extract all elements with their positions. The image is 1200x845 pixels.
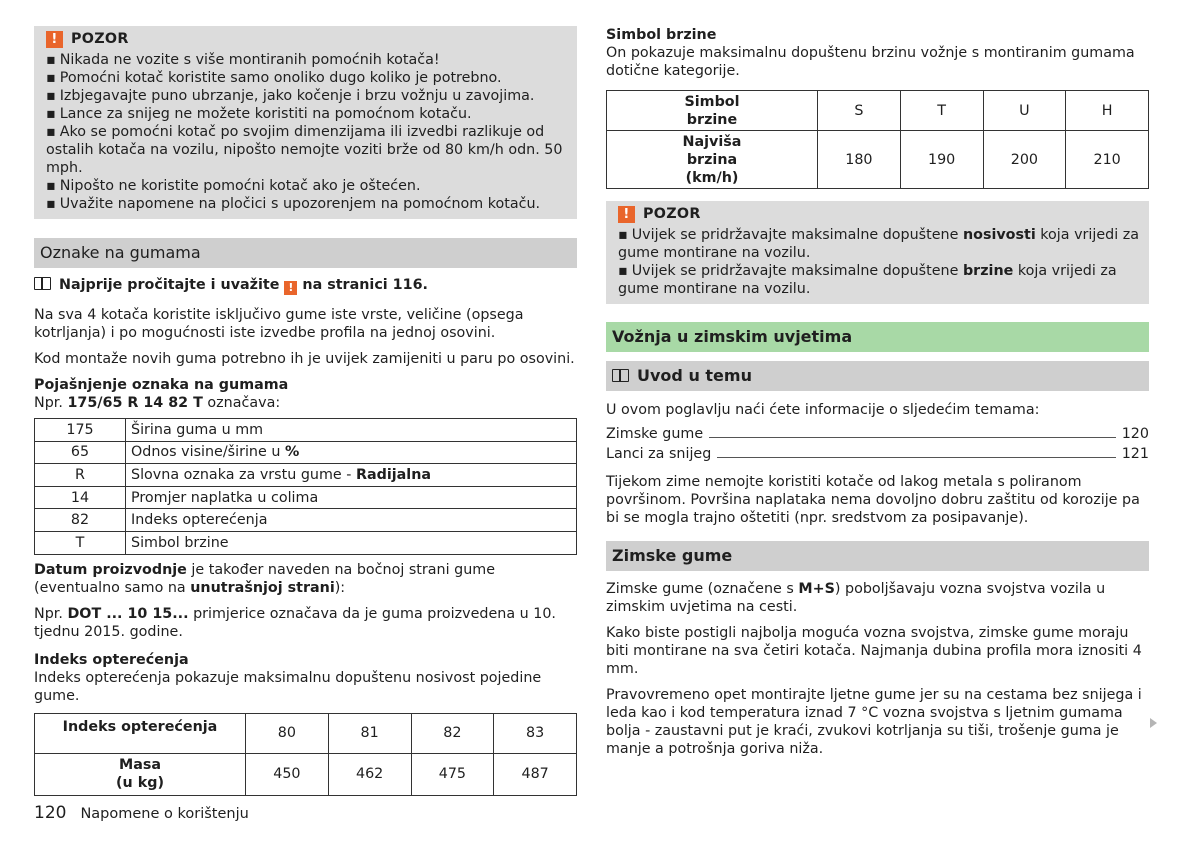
table-row: Indeks opterećenja 80 81 82 83 <box>35 713 577 753</box>
paragraph: Zimske gume (označene s M+S) poboljšavaju vozna svojstva vozila u zimskim uvjetima na cesti. <box>606 581 1106 615</box>
book-icon <box>34 277 51 290</box>
warning-box-load-speed <box>606 201 1149 304</box>
table-row: 14 Promjer naplatka u colima <box>35 486 577 509</box>
tyre-marking-table <box>34 418 577 555</box>
page-number: 120 <box>34 803 67 823</box>
paragraph: On pokazuje maksimalnu dopuštenu brzinu vožnje s montiranim gumama dotične kategorije. <box>606 45 1135 79</box>
warning-box-spare-wheel <box>34 26 577 219</box>
warning-heading <box>618 205 1141 223</box>
table-row: Simbol brzine S T U H <box>607 91 1149 131</box>
paragraph: U ovom poglavlju naći ćete informacije o sljedećim temama: <box>606 402 1040 418</box>
table-row: T Simbol brzine <box>35 531 577 554</box>
warning-icon: ! <box>46 31 63 48</box>
warning-heading <box>46 30 569 48</box>
table-row: R Slovna oznaka za vrstu gume - Radijalna <box>35 464 577 487</box>
table-row: 82 Indeks opterećenja <box>35 509 577 532</box>
warning-item: ▪ Ako se pomoćni kotač po svojim dimenzijama ili izvedbi razlikuje od ostalih kotača na vozilu, nipošto nemojte voziti brže od 80 km/h odn. 50 mph. <box>46 123 569 177</box>
subheading: Simbol brzine <box>606 27 717 43</box>
paragraph: Tijekom zime nemojte koristiti kotače od lakog metala s poliranom površinom. Površina naplataka nema dovoljno dobru zaštitu od korozije pa bi se mogla trajno oštetiti (npr. sredstvom za posipavanje). <box>606 474 1140 526</box>
warning-list <box>46 51 569 213</box>
table-row: Masa (u kg) 450 462 475 487 <box>35 753 577 795</box>
warning-item: ▪ Uvijek se pridržavajte maksimalne dopuštene nosivosti koja vrijedi za gume montirane na vozilu. <box>618 226 1141 262</box>
warning-item: ▪ Nikada ne vozite s više montiranih pomoćnih kotača! <box>46 51 569 69</box>
continue-arrow-icon <box>1150 718 1157 728</box>
warning-item: ▪ Uvažite napomene na pločici s upozorenjem na pomoćnom kotaču. <box>46 195 569 213</box>
subheading: Pojašnjenje oznaka na gumama <box>34 377 289 393</box>
toc-item[interactable]: Zimske gume 120 <box>606 426 1149 442</box>
warning-title: POZOR <box>71 31 129 47</box>
warning-icon: ! <box>284 281 297 295</box>
section-title-winter-tyres: Zimske gume <box>606 541 1149 571</box>
table-row: 65 Odnos visine/širine u % <box>35 441 577 464</box>
chapter-title: Napomene o korištenju <box>80 806 249 822</box>
warning-item: ▪ Nipošto ne koristite pomoćni kotač ako je oštećen. <box>46 177 569 195</box>
right-column <box>606 26 1149 758</box>
warning-item: ▪ Izbjegavajte puno ubrzanje, jako kočenje i brzu vožnju u zavojima. <box>46 87 569 105</box>
example-line: Npr. 175/65 R 14 82 T označava: <box>34 395 281 411</box>
table-row: Najviša brzina (km/h) 180 190 200 210 <box>607 131 1149 189</box>
section-title-intro: Uvod u temu <box>606 361 1149 391</box>
book-icon <box>612 369 629 382</box>
warning-list <box>618 226 1141 298</box>
paragraph-date-example: Npr. DOT ... 10 15... primjerice označava da je guma proizvedena u 10. tjednu 2015. godine. <box>34 605 556 640</box>
toc-item[interactable]: Lanci za snijeg 121 <box>606 446 1149 462</box>
paragraph-production-date: Datum proizvodnje je također naveden na bočnoj strani gume (eventualno samo na unutrašnjoj strani): <box>34 561 495 596</box>
paragraph: Kod montaže novih guma potrebno ih je uvijek zamijeniti u paru po osovini. <box>34 351 575 367</box>
paragraph: Kako biste postigli najbolja moguća vozna svojstva, zimske gume moraju biti montirane na sva četiri kotača. Najmanja dubina profila mora iznositi 4 mm. <box>606 625 1142 677</box>
read-first-note: Najprije pročitajte i uvažite ! na stranici 116. <box>34 276 577 295</box>
table-row: 175 Širina guma u mm <box>35 419 577 442</box>
section-title-winter-driving: Vožnja u zimskim uvjetima <box>606 322 1149 352</box>
warning-icon: ! <box>618 206 635 223</box>
left-column <box>34 26 577 796</box>
load-index-table <box>34 713 577 796</box>
warning-item: ▪ Uvijek se pridržavajte maksimalne dopuštene brzine koja vrijedi za gume montirane na vozilu. <box>618 262 1141 298</box>
warning-item: ▪ Pomoćni kotač koristite samo onoliko dugo koliko je potrebno. <box>46 69 569 87</box>
paragraph: Pravovremeno opet montirajte ljetne gume jer su na cestama bez snijega i leda kao i kod temperatura iznad 7 °C vozna svojstva s ljetnim gumama bolja - zaustavni put je kraći, zvukovi kotrljanja su tiši, trošenje guma je manje a potrošnja goriva niža. <box>606 687 1142 757</box>
speed-symbol-table <box>606 90 1149 189</box>
warning-item: ▪ Lance za snijeg ne možete koristiti na pomoćnom kotaču. <box>46 105 569 123</box>
paragraph: Na sva 4 kotača koristite isključivo gume iste vrste, veličine (opsega kotrljanja) i po mogućnosti iste izvedbe profila na jednoj osovini. <box>34 307 524 341</box>
page-footer <box>34 804 249 823</box>
section-title-tyre-markings: Oznake na gumama <box>34 238 577 268</box>
toc-list <box>606 423 1149 463</box>
subheading: Indeks opterećenja <box>34 651 189 668</box>
paragraph: Indeks opterećenja pokazuje maksimalnu dopuštenu nosivost pojedine gume. <box>34 669 542 704</box>
warning-title: POZOR <box>643 206 701 222</box>
